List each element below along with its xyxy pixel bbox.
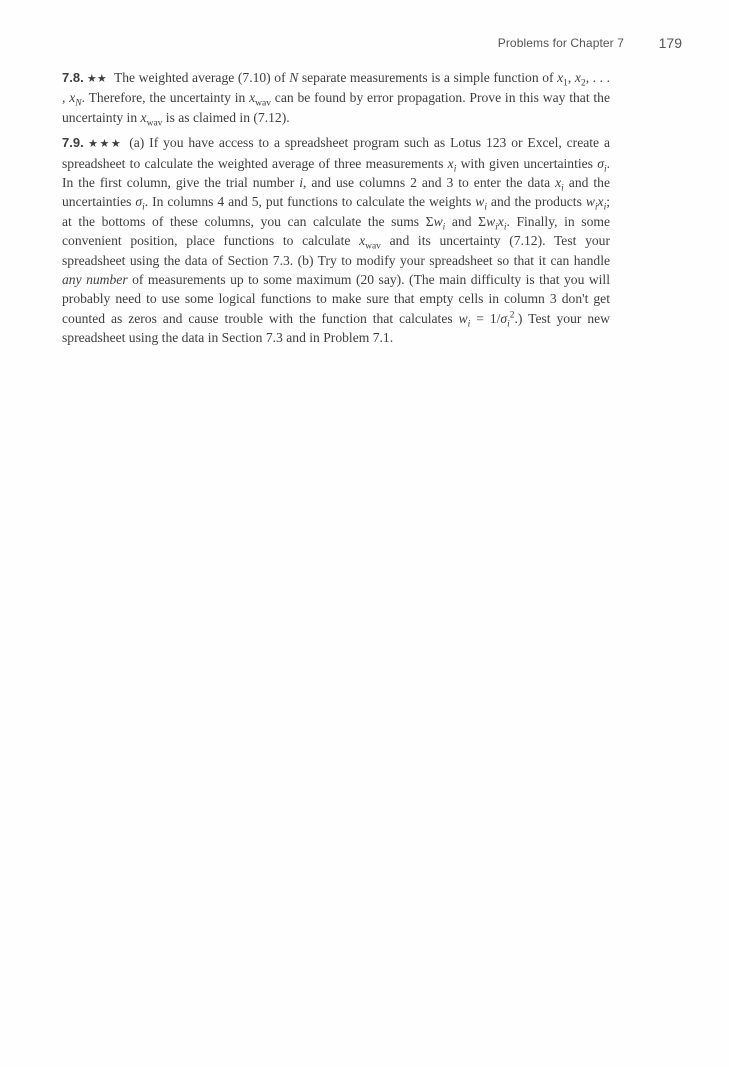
problem-text: with given uncertainties	[456, 155, 598, 171]
problem-text: is as claimed in (7.12).	[162, 109, 290, 125]
math-subscript: i	[503, 222, 507, 233]
problem-text: . In the first column, give the trial number	[62, 155, 610, 191]
problem-text: and Σ	[445, 213, 487, 229]
problem-text: . Therefore, the uncertainty in	[81, 90, 250, 106]
math-subscript: i	[453, 164, 457, 175]
problem-text: and the products	[486, 194, 586, 210]
problem-number: 7.9.	[62, 135, 84, 151]
math-var: x	[447, 155, 454, 171]
math-subscript: 1	[563, 78, 568, 89]
math-subscript: 2	[580, 78, 586, 89]
math-var: w	[486, 213, 496, 229]
math-subscript: wav	[255, 99, 271, 110]
math-var: x	[249, 90, 256, 106]
problem-text: .) Test your new spreadsheet using the data in Section 7.3 and in Problem 7.1.	[62, 310, 610, 346]
problems-body	[62, 68, 610, 354]
math-subscript: i	[142, 203, 145, 214]
problem-text: of measurements up to some maximum (20 say). (The main difficulty is that you will probably need to use some logical functions to make sure that empty cells in column 3 don't get counted as zeros and cause trouble with the function that calculates	[62, 272, 610, 326]
problem-text: and the uncertainties	[62, 175, 610, 210]
math-subscript: i	[442, 222, 446, 233]
page-header	[62, 36, 682, 56]
problem-text: separate measurements is a simple function of	[298, 70, 558, 85]
math-var: σ	[135, 194, 143, 210]
problem-text: , . . . ,	[62, 70, 610, 106]
math-var: x	[497, 213, 504, 229]
problem-text: ; at the bottoms of these columns, you can calculate the sums Σ	[62, 194, 610, 229]
problem-text: , and use columns 2 and 3 to enter the data	[303, 175, 556, 191]
math-subscript: i	[603, 164, 607, 175]
emphasis-text: any number	[62, 272, 128, 288]
math-subscript: i	[484, 203, 487, 214]
math-var: x	[597, 194, 604, 210]
math-superscript: 2	[509, 310, 515, 321]
running-head: Problems for Chapter 7	[497, 36, 624, 50]
problem-7-9	[62, 133, 610, 347]
problem-number: 7.8.	[62, 70, 84, 85]
math-var: w	[433, 213, 443, 229]
math-var: x	[557, 70, 564, 85]
math-var: x	[140, 109, 147, 125]
math-var: w	[585, 194, 595, 210]
math-subscript: i	[594, 203, 598, 214]
difficulty-stars: ★★★	[86, 137, 123, 151]
difficulty-stars: ★★	[86, 72, 107, 85]
math-var: i	[299, 175, 303, 191]
math-subscript: i	[495, 222, 498, 233]
problem-text: and its uncertainty (7.12). Test your spreadsheet using the data of Section 7.3. (b) Try to modify your spreadsheet so that it can handle	[62, 233, 610, 268]
math-var: x	[359, 233, 366, 249]
problem-text: (a) If you have access to a spreadsheet program such as Lotus 123 or Excel, create a spreadsheet to calculate the weighted average of three measurements	[62, 135, 610, 171]
math-subscript: N	[75, 99, 82, 110]
math-subscript: wav	[146, 118, 163, 129]
page-number: 179	[658, 35, 682, 51]
problem-text: = 1/	[470, 310, 501, 326]
math-subscript: wav	[365, 241, 381, 252]
problem-7-8	[62, 68, 610, 127]
problem-text: The weighted average (7.10) of	[113, 70, 290, 85]
math-var: x	[574, 70, 581, 85]
math-subscript: i	[467, 319, 471, 330]
math-subscript: i	[561, 183, 564, 194]
math-var: x	[69, 90, 76, 106]
problem-text: ,	[567, 70, 575, 85]
math-var: σ	[597, 155, 604, 171]
math-var: w	[458, 310, 468, 326]
problem-text: . In columns 4 and 5, put functions to calculate the weights	[144, 194, 476, 210]
math-subscript: i	[507, 319, 510, 330]
math-var: σ	[500, 310, 508, 326]
math-var: N	[289, 70, 299, 85]
problem-text: . Finally, in some convenient position, place functions to calculate	[62, 213, 610, 249]
math-var: w	[475, 194, 485, 210]
problem-text: can be found by error propagation. Prove in this way that the uncertainty in	[62, 90, 611, 125]
math-subscript: i	[603, 203, 607, 214]
math-var: x	[555, 175, 562, 191]
